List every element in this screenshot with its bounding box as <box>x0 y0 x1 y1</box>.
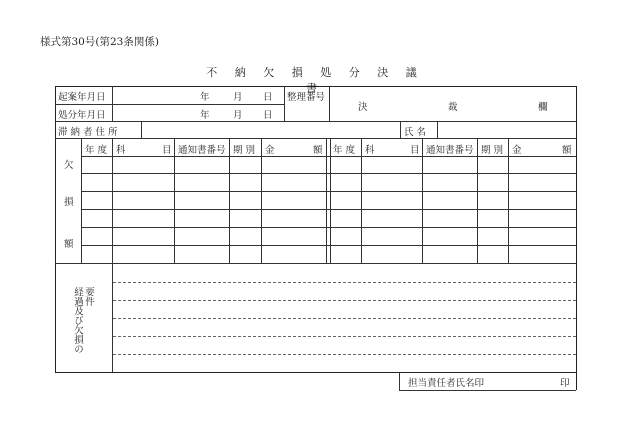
line-name-left <box>400 121 401 138</box>
document-title: 不 納 欠 損 処 分 決 議 書 <box>206 66 424 95</box>
line-kesson-sep <box>81 138 82 263</box>
col-amount-kin-right: 金 <box>512 145 522 156</box>
col-amount-kin-left: 金 <box>265 145 275 156</box>
col-period-right: 期 別 <box>481 145 504 156</box>
line-footer-bottom <box>399 390 576 391</box>
col-amount-gaku-right: 額 <box>562 145 572 156</box>
kian-date-label: 起案年月日 <box>58 92 106 103</box>
line-address-label-sep <box>141 121 142 138</box>
col-year-right: 年 度 <box>333 145 356 156</box>
dash-line-5 <box>113 354 576 355</box>
line-seiri-right <box>329 86 330 121</box>
dash-line-3 <box>113 318 576 319</box>
frame-right <box>576 86 577 390</box>
col-subject-ka-right: 科 <box>365 145 375 156</box>
line-header-bottom <box>55 121 576 122</box>
shobun-date-label: 処分年月日 <box>58 110 106 121</box>
kian-month: 月 <box>233 92 243 103</box>
seiri-number-label: 整理番号 <box>287 92 326 103</box>
kesson-char-1: 欠 <box>64 160 74 171</box>
dash-line-1 <box>113 282 576 283</box>
col-notice-right: 通知書番号 <box>426 145 474 156</box>
line-col-period-r <box>508 138 509 263</box>
shobun-year: 年 <box>200 110 210 121</box>
kessai-ketsu: 決 <box>358 102 368 113</box>
line-address-bottom <box>55 138 576 139</box>
reason-label: 要件 経過及び欠損の <box>72 287 94 354</box>
line-col-period-l <box>261 138 262 263</box>
line-col-notice-r <box>477 138 478 263</box>
delinquent-name-label: 氏 名 <box>404 127 427 138</box>
line-footer-left <box>399 372 400 390</box>
dash-line-2 <box>113 300 576 301</box>
col-subject-ka-left: 科 <box>116 145 126 156</box>
col-subject-moku-right: 目 <box>410 145 420 156</box>
line-name-right <box>437 121 438 138</box>
col-period-left: 期 別 <box>233 145 256 156</box>
kessai-sai: 裁 <box>448 102 458 113</box>
shobun-day: 日 <box>263 110 273 121</box>
line-col-subject-r <box>422 138 423 263</box>
col-notice-left: 通知書番号 <box>178 145 226 156</box>
line-table-bottom <box>55 263 576 264</box>
line-col-year-l <box>112 138 113 263</box>
delinquent-address-label: 滞 納 者 住 所 <box>58 127 118 138</box>
line-col-year-r <box>361 138 362 263</box>
line-header-mid <box>55 104 284 105</box>
col-subject-moku-left: 目 <box>162 145 172 156</box>
kessai-ran: 欄 <box>538 102 548 113</box>
seal-mark: 印 <box>560 378 570 389</box>
frame-top <box>55 86 576 87</box>
frame-left <box>55 86 56 372</box>
officer-name-seal-label: 担当責任者氏名印 <box>408 378 485 389</box>
line-col-notice-l <box>229 138 230 263</box>
kian-year: 年 <box>200 92 210 103</box>
dash-line-4 <box>113 336 576 337</box>
col-amount-gaku-left: 額 <box>313 145 323 156</box>
line-col-subject-l <box>174 138 175 263</box>
shobun-month: 月 <box>233 110 243 121</box>
kesson-char-2: 損 <box>64 197 74 208</box>
form-number: 様式第30号(第23条関係) <box>40 36 159 48</box>
col-year-left: 年 度 <box>85 145 108 156</box>
line-center-double <box>326 138 331 263</box>
frame-bottom <box>55 372 576 373</box>
line-seiri-left <box>284 86 285 121</box>
kian-day: 日 <box>263 92 273 103</box>
line-date-label-sep <box>112 86 113 121</box>
kesson-char-3: 額 <box>64 239 74 250</box>
